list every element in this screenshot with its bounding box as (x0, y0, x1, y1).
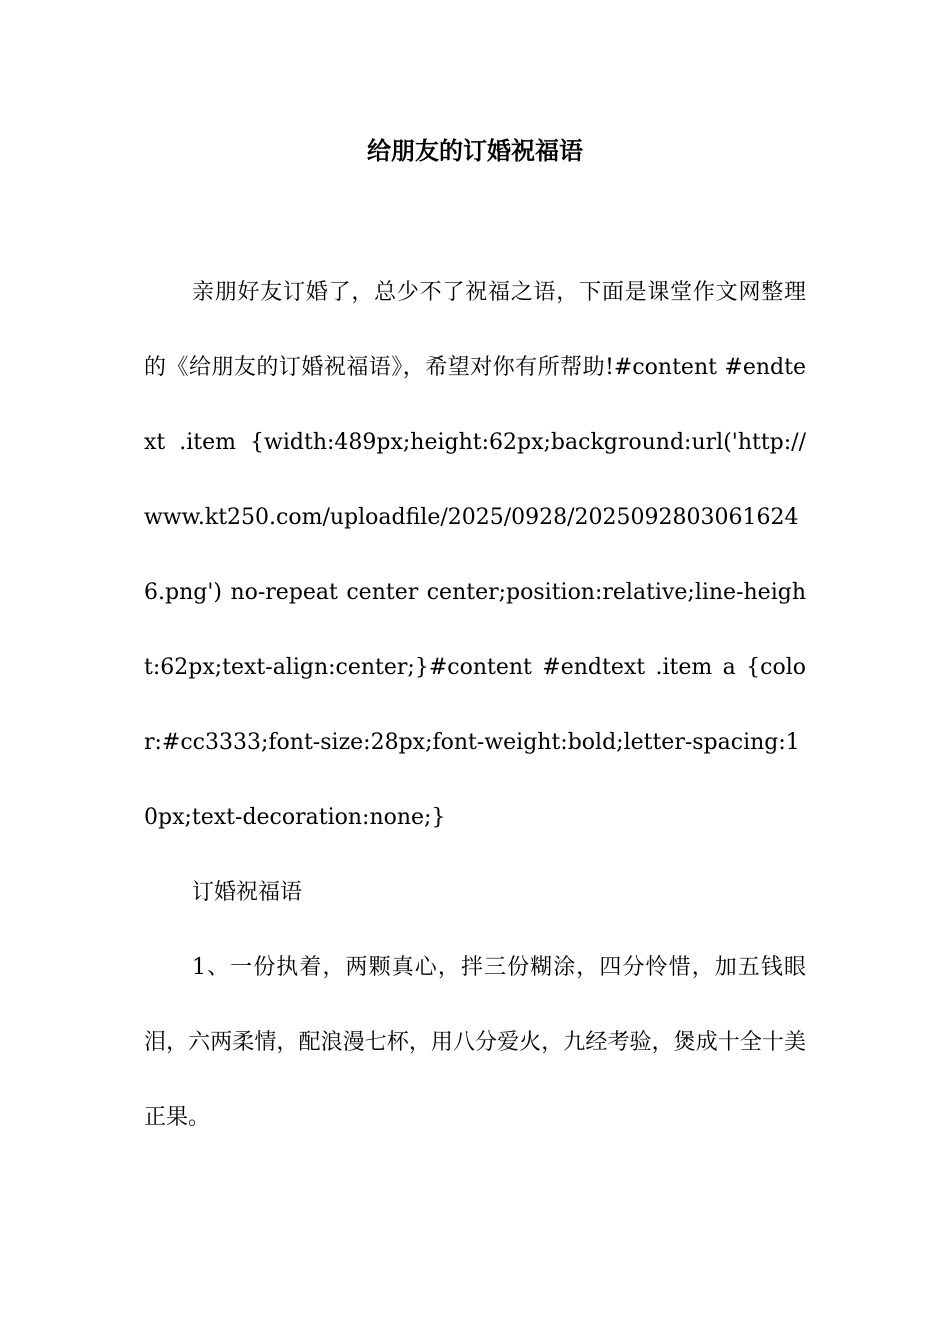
blessing-paragraph: 1、一份执着，两颗真心，拌三份糊涂，四分怜惜，加五钱眼泪，六两柔情，配浪漫七杯，用八分爱火，九经考验，煲成十全十美正果。 (144, 955, 806, 1130)
section-heading: 订婚祝福语 (192, 880, 303, 905)
document-title: 给朋友的订婚祝福语 (367, 136, 583, 165)
document-body (144, 255, 806, 1155)
intro-paragraph: 亲朋好友订婚了，总少不了祝福之语，下面是课堂作文网整理的《给朋友的订婚祝福语》，希望对你有所帮助!#content #endtext .item {width:489px;height:62px;background:url('http://www.kt250.com/uploadfile/2025/0928/20250928030616246.png') no-repeat center center;position:relative;line-height:62px;text-align:center;}#content #endtext .item a {color:#cc3333;font-size:28px;font-weight:bold;letter-spacing:10px;text-decoration:none;} (144, 280, 806, 830)
